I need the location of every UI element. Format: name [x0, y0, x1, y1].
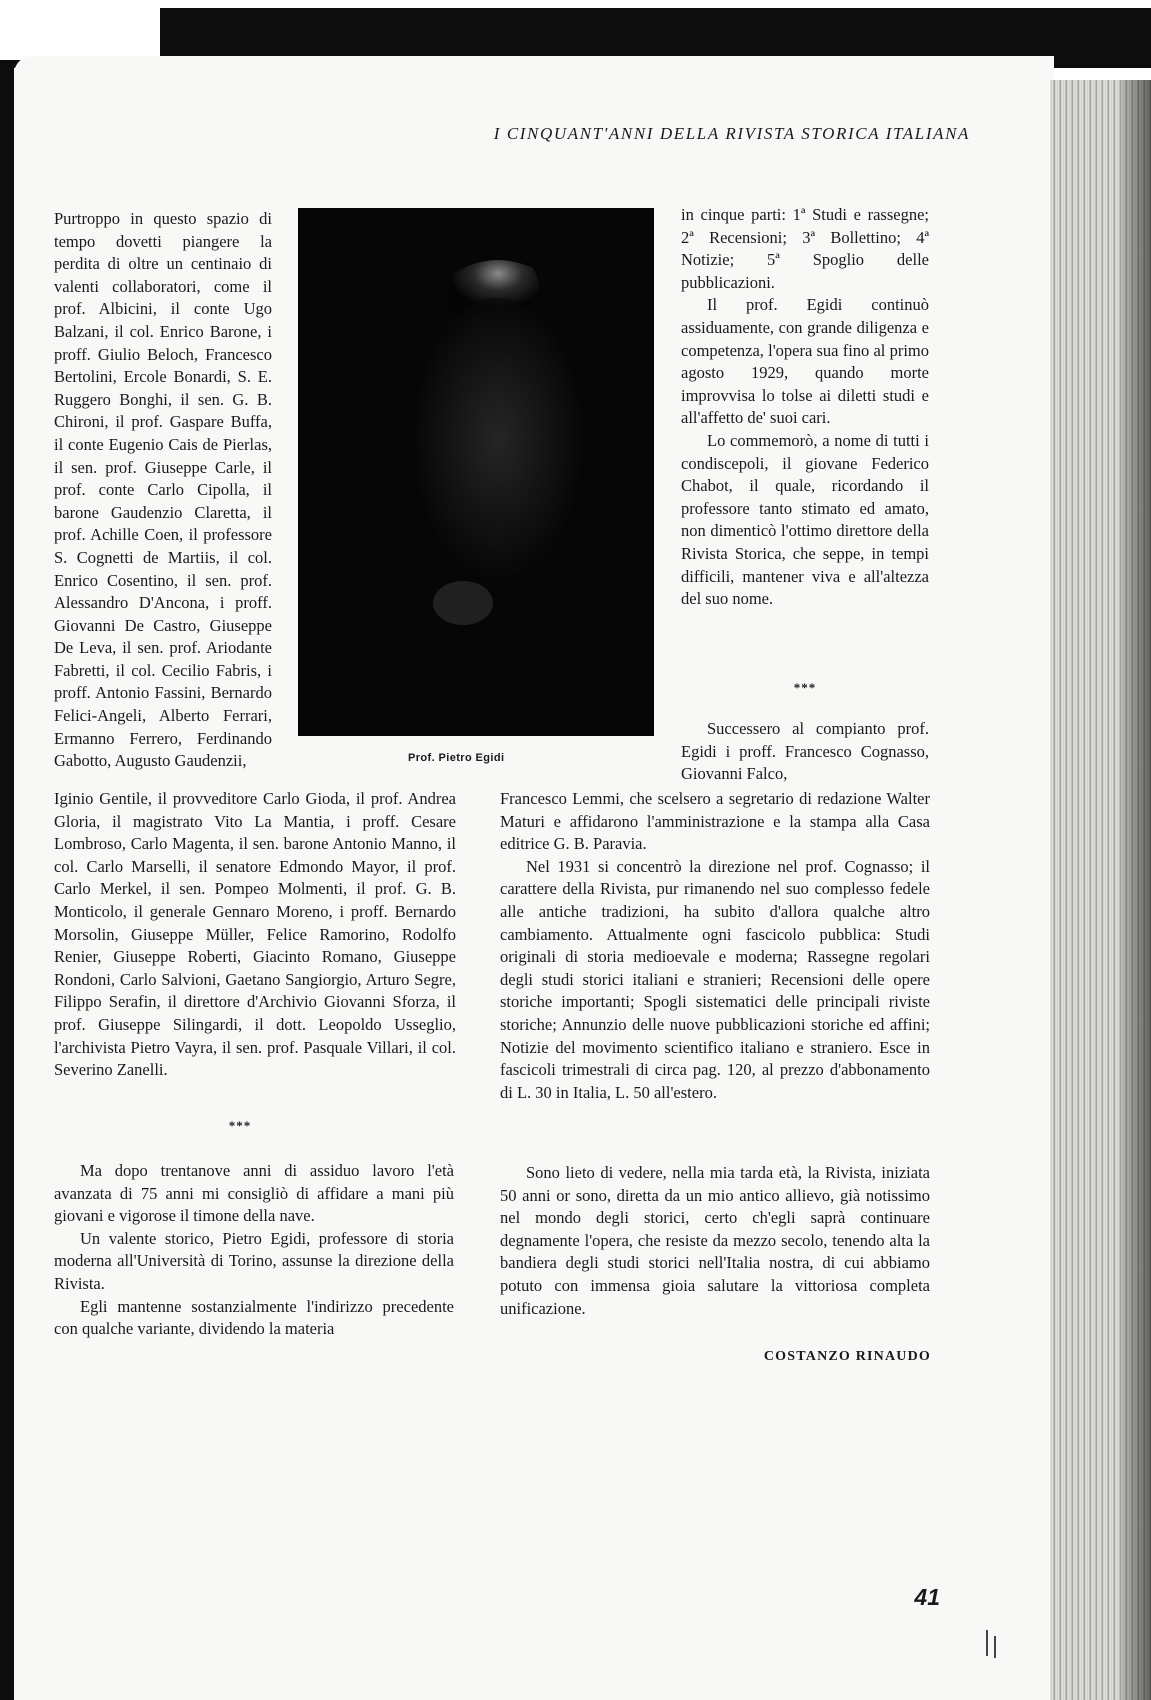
paragraph: Il prof. Egidi continuò assiduamente, con grande diligenza e competenza, l'opera sua fino al primo agosto 1929, quando morte improvvisa lo tolse ai diletti studi e all'affetto de' suoi cari. — [681, 295, 929, 428]
running-head: I CINQUANT'ANNI DELLA RIVISTA STORICA ITALIANA — [493, 124, 970, 143]
paragraph: Lo commemorò, a nome di tutti i condiscepoli, il giovane Federico Chabot, il quale, ricordando il professore tanto stimato ed amato, non dimenticò l'ottimo direttore della Rivista Storica, che seppe, in tempi difficili, mantener viva e all'altezza del suo nome. — [681, 430, 929, 609]
scan-border-left — [0, 8, 14, 1700]
paragraph: Egli mantenne sostanzialmente l'indirizzo precedente con qualche variante, dividendo la materia — [54, 1296, 454, 1339]
left-column-lower — [54, 1160, 454, 1341]
paragraph: Iginio Gentile, il provveditore Carlo Gioda, il prof. Andrea Gloria, il magistrato Vito La Mantia, i proff. Cesare Lombroso, Carlo Magenta, il sen. barone Antonio Manno, il col. Carlo Marselli, il senatore Edmondo Mayor, il prof. Carlo Merkel, il sen. Pompeo Molmenti, il prof. G. B. Monticolo, il generale Gennaro Moreno, i proff. Bernardo Morsolin, Giuseppe Müller, Felice Ramorino, Rodolfo Renier, Giuseppe Roberti, Giacinto Romano, Giuseppe Rondoni, Carlo Salvioni, Gaetano Sangiorgio, Arturo Segre, Filippo Serafin, il direttore d'Archivio Giovanni Sforza, il prof. Giuseppe Silingardi, il dott. Leopoldo Usseglio, l'archivista Pietro Vayra, il sen. prof. Pasquale Villari, il col. Severino Zanelli. — [54, 789, 456, 1080]
right-column-continuation — [681, 718, 929, 786]
photo-caption: Prof. Pietro Egidi — [408, 752, 505, 764]
paragraph: Francesco Lemmi, che scelsero a segretario di redazione Walter Maturi e affidarono l'amministrazione e la stampa alla Casa editrice G. B. Paravia. — [500, 789, 930, 854]
right-column-tail — [500, 1162, 930, 1320]
page-stack-edge — [1050, 80, 1151, 1700]
right-column-wrap — [681, 204, 929, 611]
portrait-silhouette-icon — [298, 208, 654, 736]
left-column-full — [54, 788, 456, 1082]
section-separator: *** — [228, 1118, 252, 1133]
left-column-wrap — [54, 208, 272, 773]
paragraph: in cinque parti: 1ª Studi e rassegne; 2ª Recensioni; 3ª Bollettino; 4ª Notizie; 5ª Spoglio delle pubblicazioni. — [681, 205, 929, 292]
section-separator: *** — [793, 680, 817, 695]
paragraph: Purtroppo in questo spazio di tempo dovetti piangere la perdita di oltre un centinaio di valenti collaboratori, come il prof. Albicini, il conte Ugo Balzani, il col. Enrico Barone, i proff. Giulio Beloch, Francesco Bertolini, Ercole Bonardi, S. E. Ruggero Bonghi, il sen. G. B. Chironi, il prof. Gaspare Buffa, il conte Eugenio Cais de Pierlas, il sen. prof. Giuseppe Carle, il prof. conte Carlo Cipolla, il barone Gaudenzio Claretta, il prof. Achille Coen, il professore S. Cognetti de Martiis, il col. Enrico Cosentino, il sen. prof. Alessandro D'Ancona, i proff. Giovanni De Castro, Giuseppe De Leva, il sen. prof. Ariodante Fabretti, il col. Cecilio Fabris, i proff. Antonio Fassini, Bernardo Felici-Angeli, Alberto Ferrari, Ermanno Ferrero, Ferdinando Gabotto, Augusto Gaudenzii, — [54, 209, 272, 771]
scan-top-margin — [0, 0, 1151, 8]
paragraph: Ma dopo trentanove anni di assiduo lavoro l'età avanzata di 75 anni mi consigliò di affidare a mani più giovani e vigorose il timone della nave. — [54, 1161, 454, 1226]
paragraph: Sono lieto di vedere, nella mia tarda età, la Rivista, iniziata 50 anni or sono, diretta da un mio antico allievo, già notissimo nel mondo degli storici, certo ch'egli saprà continuare degnamente l'opera, che resiste da mezzo secolo, tenendo alta la bandiera degli studi storici nell'Italia nostra, di cui abbiamo potuto con immensa gioia salutare la vittoriosa completa unificazione. — [500, 1163, 930, 1318]
paragraph: Un valente storico, Pietro Egidi, professore di storia moderna all'Università di Torino, assunse la direzione della Rivista. — [54, 1228, 454, 1293]
scan-corner — [0, 0, 160, 60]
paragraph: Successero al compianto prof. Egidi i proff. Francesco Cognasso, Giovanni Falco, — [681, 719, 929, 784]
page-number: 41 — [914, 1584, 940, 1610]
scan-mark — [986, 1630, 988, 1656]
paragraph: Nel 1931 si concentrò la direzione nel prof. Cognasso; il carattere della Rivista, pur rimanendo nel suo complesso fedele alle antiche tradizioni, ha subito d'allora qualche altro cambiamento. Attualmente ogni fascicolo pubblica: Studi originali di storia medioevale e moderna; Rassegne regolari degli studi storici italiani e stranieri; Recensioni delle opere storiche importanti; Spogli sistematici delle principali riviste storiche; Annunzio delle nuove pubblicazioni storiche ed affini; Notizie del movimento scientifico italiano e straniero. Esce in fascicoli trimestrali di circa pag. 120, al prezzo d'abbonamento di L. 30 in Italia, L. 50 all'estero. — [500, 856, 930, 1102]
author-signature: COSTANZO RINAUDO — [763, 1349, 931, 1364]
portrait-photo — [298, 208, 654, 736]
right-column-second — [500, 788, 930, 1104]
scan-mark — [994, 1636, 996, 1658]
